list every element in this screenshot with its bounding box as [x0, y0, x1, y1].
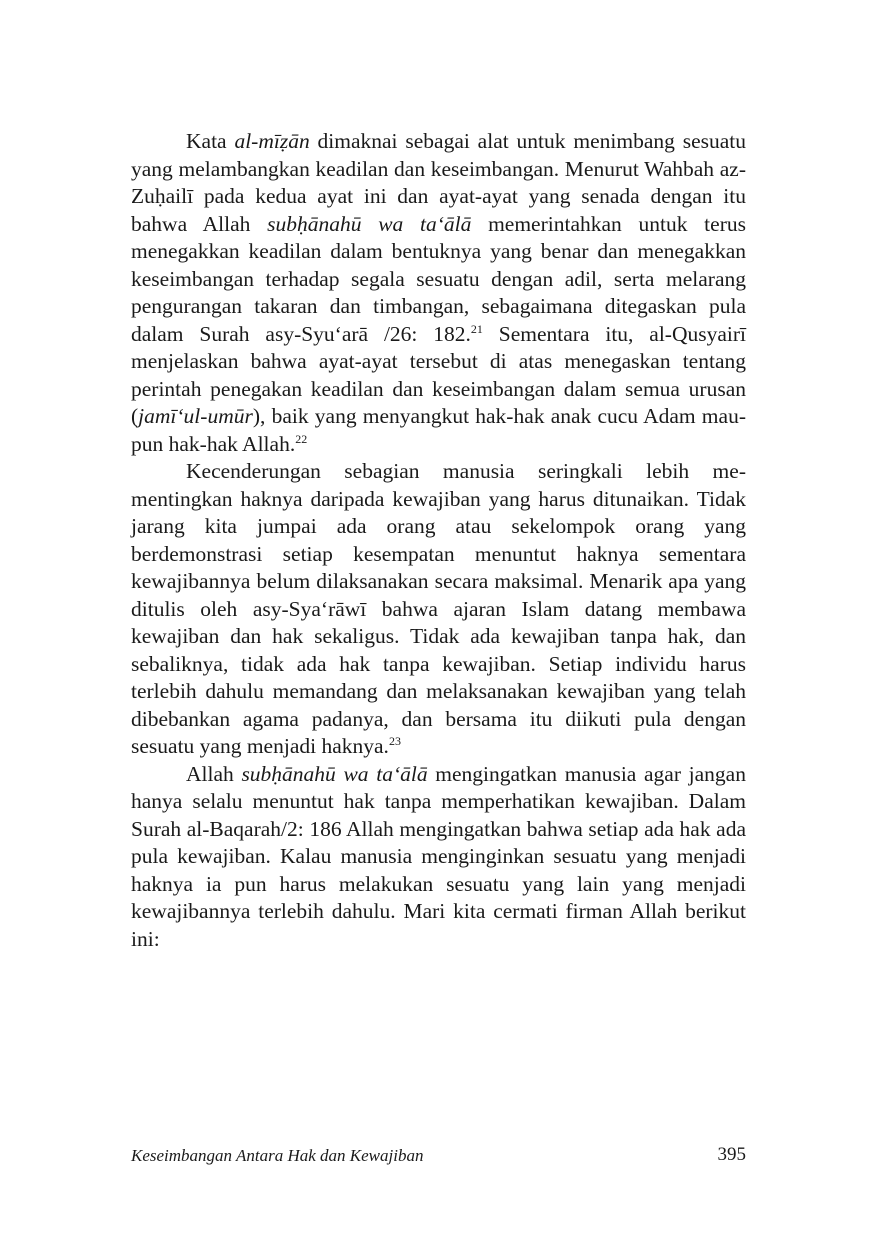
paragraph-3 — [131, 761, 746, 954]
page-footer — [131, 1146, 746, 1170]
text-run: memerintahkan untuk terus menegakkan keadilan dalam bentuknya yang benar dan menegakkan keseimbangan terhadap segala sesuatu dengan adil, serta melarang pengurangan takaran dan timbangan, sebagaimana ditegaskan pula dalam Surah asy-Syu‘arā /26: 182. — [131, 211, 746, 346]
page-number: 395 — [717, 1144, 746, 1165]
italic-term: subḥānahū wa ta‘ālā — [267, 211, 472, 236]
running-title: Keseimbangan Antara Hak dan Kewajiban — [131, 1146, 424, 1165]
footnote-ref: 22 — [295, 431, 308, 446]
text-run: mengingatkan manusia agar jangan hanya selalu menuntut hak tanpa memperhatikan kewajiban. Dalam Surah al-Baqarah/2: 186 Allah mengingatkan bahwa setiap ada hak ada pula kewajiban. Kalau manusia menginginkan sesuatu yang menjadi haknya ia pun harus melakukan sesuatu yang lain yang menjadi kewajibannya terlebih dahulu. Mari kita cermati firman Allah berikut ini: — [131, 761, 746, 951]
text-run: Kecenderungan sebagian manusia seringkali lebih mementingkan haknya daripada kewajiban yang harus ditunaikan. Tidak jarang kita jumpai ada orang atau sekelompok orang yang berdemonstrasi setiap kesempatan menuntut haknya sementara kewajibannya belum dilaksanakan secara maksimal. Menarik apa yang ditulis oleh asy-Sya‘rāwī bahwa ajaran Islam datang membawa kewajiban dan hak sekaligus. Tidak ada kewajiban tanpa hak, dan sebaliknya, tidak ada hak tanpa kewajiban. Setiap individu harus terlebih dahulu memandang dan melaksanakan kewajiban yang telah dibebankan agama padanya, dan bersama itu diikuti pula dengan sesuatu yang menjadi haknya. — [131, 459, 746, 758]
footnote-ref: 23 — [388, 734, 401, 748]
paragraph-2 — [131, 458, 746, 761]
text-run: Kata — [186, 129, 235, 153]
footnote-ref: 21 — [470, 321, 483, 336]
italic-term: jamī‘ul-umūr — [138, 404, 253, 428]
italic-term: subḥānahū wa ta‘ālā — [241, 761, 428, 786]
text-run: Allah — [186, 761, 242, 786]
body-text — [131, 128, 746, 953]
text-run: Sementara itu, al-Qusyairī menjelaskan bahwa ayat-ayat tersebut di atas menegaskan tentang perintah penegakan keadilan dan keseimbangan dalam semua urusan ( — [131, 321, 746, 428]
text-run: dimaknai sebagai alat untuk menimbang sesuatu yang melambangkan keadilan dan keseimbangan. Menurut Wahbah az-Zuḥailī pada kedua ayat ini dan ayat-ayat yang senada dengan itu bahwa Allah — [131, 129, 747, 236]
paragraph-1 — [131, 128, 746, 458]
text-run: ), baik yang menyangkut hak-hak anak cucu Adam maupun hak-hak Allah. — [131, 404, 746, 456]
italic-term: al-mīẓān — [234, 129, 310, 153]
